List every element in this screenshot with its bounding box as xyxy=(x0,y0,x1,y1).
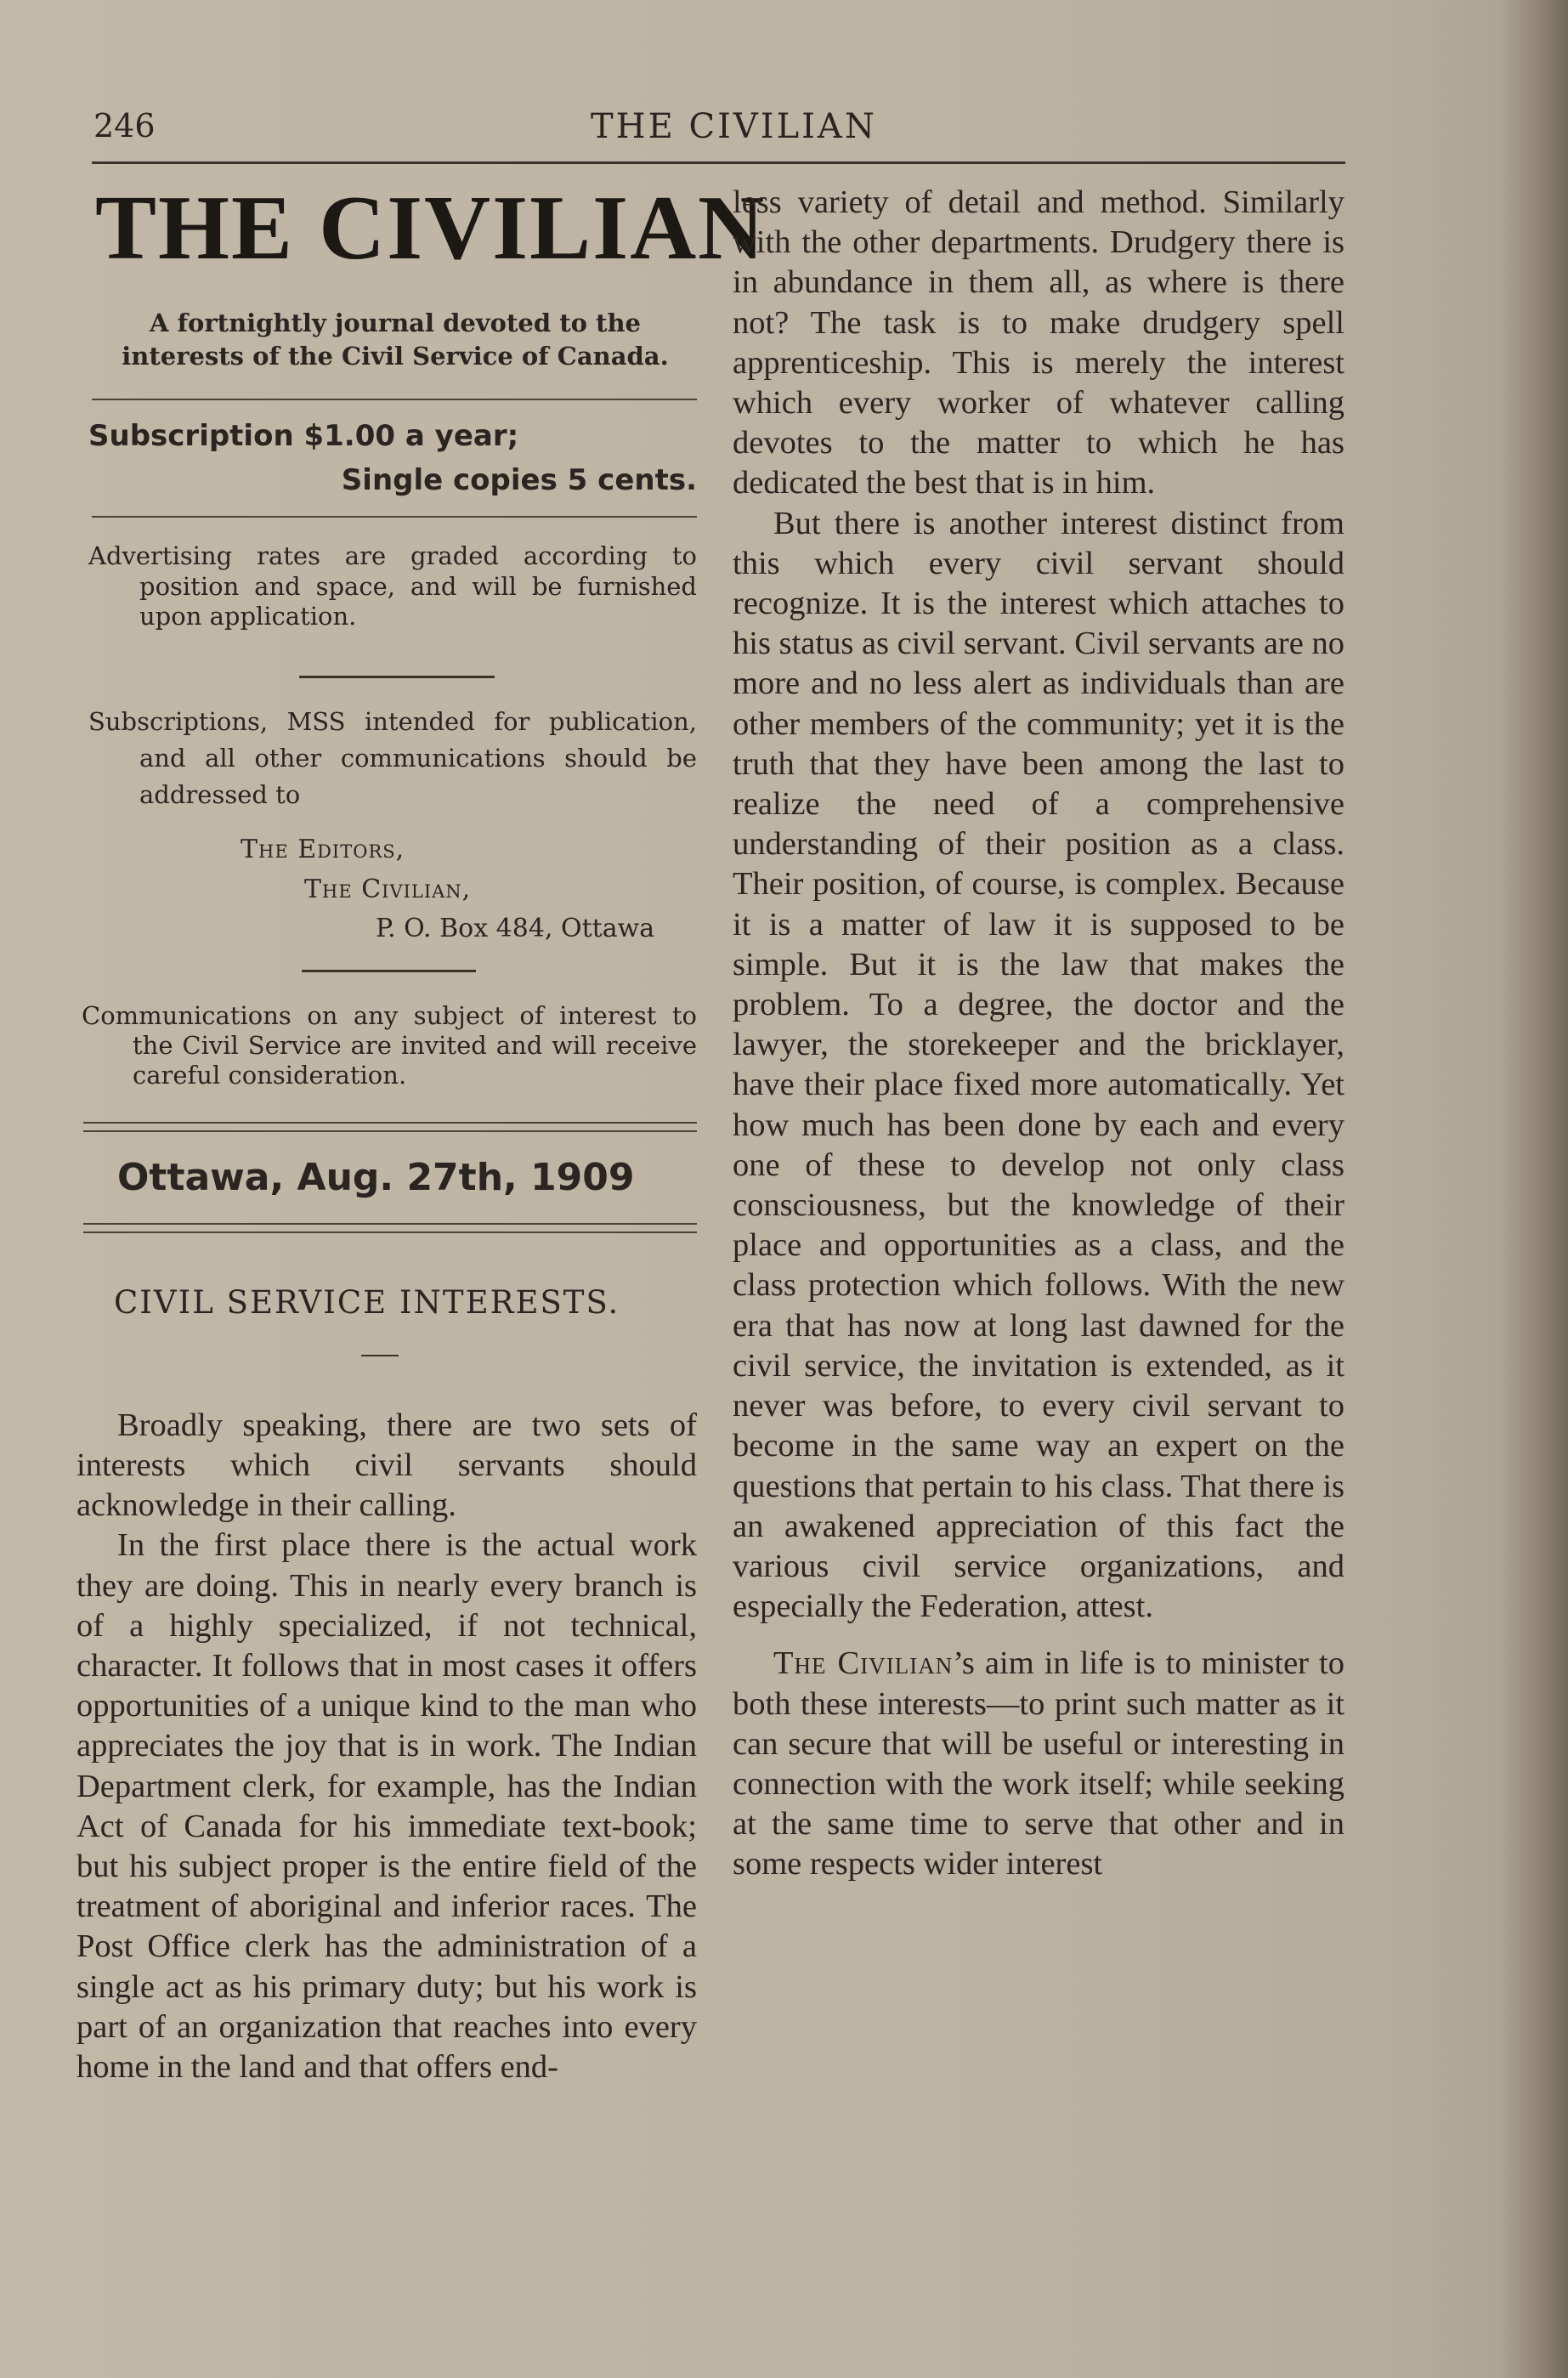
running-head xyxy=(93,100,1347,151)
subscription-rate: Subscription $1.00 a year; xyxy=(88,419,519,454)
address-line-box: P. O. Box 484, Ottawa xyxy=(376,914,655,944)
article-paragraph: But there is another interest distinct from this which every civil servant should recognize. It is the interest which attaches to his status as civil servant. Civil servants are no more and no less alert as individuals than are other members of the community; yet it is the truth that they have been among the last to realize the need of a comprehensive understanding of their position as a class. Their position, of course, is complex. Because it is a matter of law it is supposed to be simple. But it is the law that makes the problem. To a degree, the doctor and the lawyer, the storekeeper and the bricklayer, have their place fixed more automatically. Yet how much has been done by each and every one of these to develop not only class consciousness, but the knowledge of their place and opportunities as a class, and the class protection which follows. With the new era that has now at long last dawned for the civil service, the invitation is extended, as it never was before, to every civil servant to become in the same way an expert on the questions that pertain to his class. That there is an awakened appreciation of this fact the various civil service organizations, and especially the Federation, attest. xyxy=(733,505,1344,1625)
subscription-rule xyxy=(92,516,697,518)
left-column xyxy=(76,178,767,2087)
right-column xyxy=(733,183,1344,1885)
dateline: Ottawa, Aug. 27th, 1909 xyxy=(117,1155,635,1199)
article-paragraph: In the first place there is the actual work they are doing. This in nearly every branch is of a highly specialized, if not technical, character. It follows that in most cases it offers opportunities of a unique kind to the man who appreciates the joy that is in work. The Indian Department clerk, for example, has the Indian Act of Canada for his immediate text-book; but his subject proper is the entire field of the treatment of aboriginal and inferior races. The Post Office clerk has the administration of a single act as his primary duty; but his work is part of an organization that reaches into every home in the land and that offers end- xyxy=(76,1527,697,2085)
article-paragraph: Broadly speaking, there are two sets of interests which civil servants should acknowledge in their calling. xyxy=(76,1407,697,1524)
dateline-rule-bottom xyxy=(83,1223,697,1233)
header-rule xyxy=(92,161,1345,164)
dateline-rule-top xyxy=(83,1122,697,1132)
editors-address xyxy=(76,830,697,949)
article-title: CIVIL SERVICE INTERESTS. xyxy=(114,1283,620,1321)
address-line-journal: The Civilian, xyxy=(304,874,472,904)
masthead-rule xyxy=(92,399,697,400)
journal-name-smallcaps: The Civilian xyxy=(773,1645,954,1682)
submissions-notice: Subscriptions, MSS intended for publication, and all other communications should be addressed to xyxy=(88,707,697,810)
masthead-subtitle: A fortnightly journal devoted to the interests of the Civil Service of Canada. xyxy=(122,309,669,371)
communications-notice: Communications on any subject of interest to the Civil Service are invited and will receive careful consideration. xyxy=(82,1000,697,1090)
running-head-title: THE CIVILIAN xyxy=(591,107,877,146)
advertising-notice: Advertising rates are graded according to position and space, and will be furnished upon application. xyxy=(88,541,697,631)
title-dash xyxy=(361,1355,399,1356)
left-article-text xyxy=(76,1406,697,2087)
closing-text: ’s aim in life is to minister to both these interests—to print such matter as it can secure that will be useful or interesting in connection with the work itself; while seeking at the same time to serve that other and in some respects wider interest xyxy=(733,1645,1344,1883)
single-copy-price: Single copies 5 cents. xyxy=(341,463,697,498)
address-line-editors: The Editors, xyxy=(241,835,405,865)
address-divider xyxy=(302,970,476,972)
article-paragraph: less variety of detail and method. Similarly with the other departments. Drudgery there is in abundance in them all, as where is there not? The task is to make drudgery spell apprenticeship. This is merely the interest which every worker of whatever calling devotes to the matter to which he has dedicated the best that is in him. xyxy=(733,184,1344,501)
page-edge-shadow xyxy=(1500,0,1568,2378)
page-number: 246 xyxy=(93,107,156,144)
masthead-title: THE CIVILIAN xyxy=(95,178,767,279)
article-paragraph-closing xyxy=(733,1644,1344,1884)
notice-divider xyxy=(299,676,495,678)
